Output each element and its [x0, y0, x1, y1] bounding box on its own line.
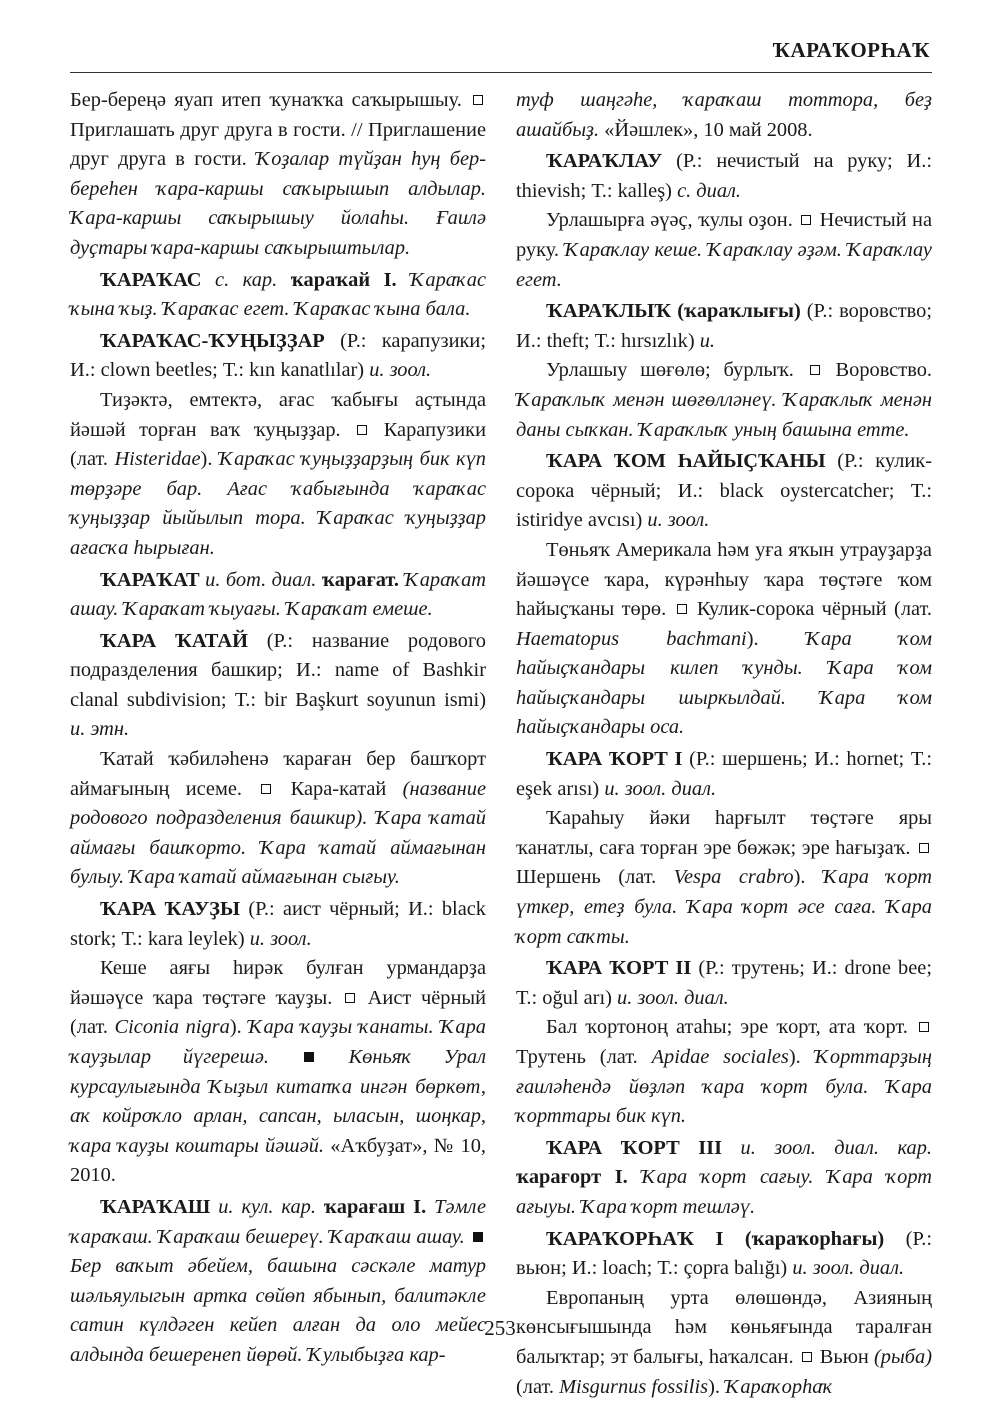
entry-paragraph — [516, 536, 932, 743]
open-square-icon — [919, 843, 929, 853]
entry-paragraph — [70, 745, 486, 893]
dictionary-entry — [516, 954, 932, 1013]
italic-text: Ciconia nigra — [114, 1016, 230, 1039]
dictionary-entry — [70, 627, 486, 745]
headword: ҡараҡай I. — [290, 268, 397, 291]
italic-text: Misgurnus fossilis — [559, 1375, 709, 1398]
body-text — [317, 1046, 349, 1068]
entry-paragraph — [516, 86, 932, 145]
italic-text: Ҡорттарҙың ғаиләһендә йөҙләп ҡара ҡорт була. Ҡара ҡорттары бик күп. — [516, 1046, 932, 1128]
headword: ҡарағат. — [321, 568, 399, 591]
italic-text: Ҡоҙалар түйҙан һуң бер-береһен ҡара-каршы саҡырышып алдылар. Ҡара-каршы саҡырышыу йолаһы. Ғаилә дуҫтары ҡара-каршы саҡырыштылар. — [70, 148, 486, 259]
body-text: (Р.: аист чёрный; И.: black stork; Т.: kara leylek) — [70, 898, 486, 950]
body-text: Кулик-сорока чёрный (лат. — [689, 598, 932, 621]
entry-paragraph — [70, 86, 486, 264]
body-text — [277, 269, 291, 291]
italic-text: Ҡараҡорһаҡ — [725, 1375, 834, 1398]
open-square-icon — [801, 215, 811, 225]
dictionary-entry — [516, 745, 932, 804]
body-text — [316, 1196, 324, 1218]
italic-text: Тәмле ҡараҡаш. Ҡараҡаш бешереү. Ҡараҡаш ашау. — [70, 1195, 486, 1248]
body-text: (Р.: нечистый на руку; И.: thievish; Т.: kalleş) — [516, 150, 932, 202]
dictionary-entry — [70, 895, 486, 954]
italic-text: и. зоол. — [369, 359, 432, 382]
dictionary-entry — [516, 1134, 932, 1223]
entry-paragraph — [516, 1013, 932, 1131]
filled-square-icon — [304, 1052, 314, 1062]
italic-text: и. зоол. — [647, 509, 710, 532]
body-text: Бал ҡортоноң атаһы; эре ҡорт, ата ҡорт. — [546, 1016, 916, 1039]
left-column — [70, 86, 486, 1371]
italic-text: Haematopus bachmani — [516, 627, 747, 650]
italic-text: и. этн. — [70, 718, 130, 741]
dictionary-entry — [516, 147, 932, 206]
italic-text: и. кул. кар. — [218, 1195, 316, 1218]
dictionary-entry — [70, 327, 486, 386]
headword: ҠАРАҠЛАУ — [546, 150, 663, 173]
body-text: Ҡараһыу йәки һарғылт төҫтәге яры ҡанатлы, саға торған эре бөжәк; эре һағыҙаҡ. — [516, 807, 932, 859]
body-text: Вьюн — [814, 1345, 874, 1368]
body-text: Ҡатай ҡәбиләһенә ҡараған бер башҡорт аймағының исеме. — [70, 748, 486, 800]
body-text: Кара-катай — [274, 777, 403, 800]
entry-paragraph — [516, 356, 932, 445]
body-text: (Р.: название родового подразделения башкир; И.: name of Bashkir clanal subdivision; Т.: bir Başkurt soyunun ismi) — [70, 629, 486, 711]
italic-text: и. зоол. диал. — [617, 986, 729, 1009]
italic-text: Ҡараҡлау кеше. Ҡараҡлау әҙәм. Ҡараҡлау егет. — [516, 238, 932, 291]
body-text — [269, 1046, 301, 1068]
headword: ҠАРА ҠОМ ҺАЙЫҪҠАНЫ — [546, 450, 826, 473]
body-text: «Аҡбуҙат», № 10, 2010. — [70, 1134, 487, 1187]
body-text: (Р.: шершень; И.: hornet; Т.: eşek arısı) — [516, 748, 932, 800]
italic-text: Ҡараҡлыҡ менән шөғөлләнеү. Ҡараҡлыҡ менән даны сыҡкан. Ҡараҡлыҡ уның башына етте. — [516, 388, 932, 441]
dictionary-entry — [70, 266, 486, 325]
headword: ҠАРА ҠАУҘЫ — [100, 898, 241, 921]
body-text: (Р.: трутень; И.: drone bee; Т.: oğul arı) — [516, 957, 932, 1009]
filled-square-icon — [473, 1232, 483, 1242]
body-text: Кеше аяғы һирәк булған урмандарҙа йәшәүсе ҡара төҫтәге ҡауҙы. — [70, 957, 486, 1009]
body-text: Бер-береңә яуап итеп ҡунаҡҡа саҡырышыу. — [70, 89, 470, 111]
entry-paragraph — [516, 804, 932, 952]
right-column — [516, 86, 932, 1402]
dictionary-entry — [516, 1225, 932, 1284]
italic-text: Ҡараҡас ҡуңыҙҙарҙың бик күп төрҙәре бар. Ағас ҡабығында ҡараҡас ҡуңыҙҙар йыйылып тора. Ҡараҡас ҡуңыҙҙар ағасҡа һырыған. — [70, 448, 486, 559]
body-text: ). — [788, 1046, 815, 1068]
body-text: ). — [200, 448, 219, 471]
headword: ҠАРА ҠОРТ II — [546, 957, 692, 980]
italic-text: Көньяҡ Урал курсаулығында Ҡыҙыл китапҡа ингән бөркөт, аҡ койроҡло арлан, сапсан, ыласын, шоңкар, ҡара ҡауҙы коштары йәшәй. — [70, 1046, 486, 1157]
headword: ҠАРАҠЛЫҠ (ҡараҡлығы) — [546, 300, 801, 323]
entry-paragraph — [516, 206, 932, 295]
header-rule — [70, 72, 932, 73]
open-square-icon — [345, 993, 355, 1003]
italic-text: Ҡара ҡауҙы ҡанаты. Ҡара ҡауҙылар йүгерешә. — [70, 1016, 486, 1068]
body-text — [397, 269, 411, 291]
italic-text: Ҡараҡас ҡына ҡыҙ. Ҡараҡас егет. Ҡараҡас ҡына бала. — [70, 268, 486, 321]
headword: ҡарағорт I. — [516, 1166, 628, 1189]
body-text — [202, 269, 216, 291]
italic-text: Vespa crabro — [673, 866, 794, 889]
body-text: ). — [793, 866, 824, 889]
headword: ҠАРАҠОРҺАҠ I (ҡараҡорһағы) — [546, 1227, 885, 1250]
body-text: Шершень (лат. — [516, 866, 674, 889]
body-text: Европаның урта өлөшөндә, Азияның көнсығышында һәм көньяғында таралған балыҡтар; эт балығы, һаҡалсан. — [516, 1286, 932, 1368]
italic-text: (название родового подразделения башкир). Ҡара ҡатай аймағы башҡорто. Ҡара ҡатай аймағынан булыу. Ҡара ҡатай аймағынан сығыу. — [70, 777, 486, 889]
body-text: Трутень (лат. — [516, 1046, 652, 1068]
body-text: Тиҙәктә, емтектә, ағас ҡабығы аҫтында йәшәй торған ваҡ ҡуңыҙҙар. — [70, 388, 486, 441]
headword: ҠАРАҠАС — [100, 268, 202, 291]
italic-text: и. зоол. диал. кар. — [740, 1136, 932, 1159]
body-text: Урлашырға әүәҫ, ҡулы оҙон. — [546, 209, 799, 232]
italic-text: с. диал. — [677, 179, 742, 202]
italic-text: Ҡара ҡом һайыҫҡандары килеп ҡунды. Ҡара ҡом һайыҫҡандары шыркылдай. Ҡара ҡом һайыҫҡандары оса. — [516, 627, 932, 739]
open-square-icon — [677, 604, 687, 614]
body-text: Карапузики (лат. — [70, 418, 486, 471]
italic-text: с. кар. — [215, 268, 278, 291]
dictionary-entry — [70, 566, 486, 625]
body-text — [722, 1137, 740, 1159]
headword: ҠАРА ҠОРТ III — [546, 1136, 723, 1159]
entry-paragraph — [70, 954, 486, 1191]
dictionary-entry — [70, 1193, 486, 1371]
italic-text: Ҡараҡат ашау. Ҡараҡат ҡыуағы. Ҡараҡат емеше. — [70, 568, 486, 621]
body-text: ). — [229, 1016, 249, 1039]
italic-text: туф шаңгәһе, ҡараҡаш тоттора, беҙ ашайбыҙ. — [516, 89, 932, 141]
headword: ҠАРА ҠОРТ I — [546, 748, 683, 771]
body-text: (Р.: вьюн; И.: loach; Т.: çopra balığı) — [516, 1227, 932, 1280]
body-text: ). — [708, 1375, 726, 1398]
body-text: Урлашыу шөғөлө; бурлыҡ. — [546, 359, 807, 382]
headword: ҠАРАҠАТ — [100, 568, 200, 591]
body-text — [465, 1226, 470, 1248]
body-text — [210, 1196, 218, 1218]
body-text: Төньяҡ Америкала һәм уға яҡын утрауҙарҙа йәшәүсе ҡара, күрәнһыу ҡара төҫтәге ҡом һайыҫҡаны төрө. — [516, 538, 932, 621]
body-text — [628, 1166, 642, 1188]
entry-paragraph — [70, 386, 486, 564]
body-text: Нечистый на руку. — [516, 209, 932, 261]
dictionary-entry — [516, 297, 932, 356]
italic-text: Ҡара ҡорт сағыу. Ҡара ҡорт ағыуы. Ҡара ҡорт тешләү. — [516, 1166, 932, 1218]
body-text: «Йәшлек», 10 май 2008. — [599, 118, 813, 141]
open-square-icon — [473, 95, 483, 105]
italic-text: и. — [699, 329, 716, 352]
body-text: (Р.: кулик-сорока чёрный; И.: black oystercatcher; Т.: istiridye avcısı) — [516, 450, 932, 532]
page-number: 253 — [484, 1316, 516, 1340]
italic-text: (рыба) — [873, 1345, 932, 1368]
italic-text: Histeridae — [114, 448, 201, 471]
italic-text: и. зоол. диал. — [792, 1257, 905, 1280]
body-text: Воровство. — [822, 359, 932, 382]
headword: ҠАРАҠАС-ҠУҢЫҘҘАР — [100, 329, 325, 352]
italic-text: и. зоол. — [249, 927, 312, 950]
italic-text: Ҡара ҡорт үткер, етеҙ була. Ҡара ҡорт әсе саға. Ҡара ҡорт саҡты. — [516, 866, 932, 948]
open-square-icon — [261, 784, 271, 794]
body-text: ). — [746, 627, 806, 650]
open-square-icon — [919, 1022, 929, 1032]
open-square-icon — [810, 365, 820, 375]
headword: ҠАРА ҠАТАЙ — [100, 629, 248, 652]
body-text: (лат. — [516, 1375, 560, 1398]
open-square-icon — [802, 1352, 812, 1362]
open-square-icon — [357, 425, 367, 435]
running-header: ҠАРАҠОРҺАҠ — [772, 38, 930, 62]
body-text — [426, 1196, 434, 1218]
body-text: (Р.: воровство; И.: theft; Т.: hırsızlık) — [516, 300, 932, 352]
headword: ҠАРАҠАШ — [100, 1195, 211, 1218]
entry-paragraph — [516, 1284, 932, 1402]
body-text: Аист чёрный (лат. — [70, 986, 486, 1039]
italic-text: Бер ваҡыт әбейем, башына сәскәле матур шәльяулыгын артка сөйөп ябынып, балитәкле сатин күлдәген кейеп алған да оло мейес алдында бешеренеп йөрөй. Ҡулыбыҙға кар- — [70, 1255, 486, 1366]
italic-text: и. зоол. диал. — [604, 777, 717, 800]
body-text: (Р.: карапузики; И.: clown beetles; Т.: kın kanatlılar) — [70, 329, 486, 382]
italic-text: и. бот. диал. — [205, 568, 317, 591]
dictionary-entry — [516, 447, 932, 536]
italic-text: Apidae sociales — [651, 1046, 789, 1068]
body-text: Приглашать друг друга в гости. // Приглашение друг друга в гости. — [70, 118, 486, 171]
headword: ҡарағаш I. — [323, 1195, 427, 1218]
